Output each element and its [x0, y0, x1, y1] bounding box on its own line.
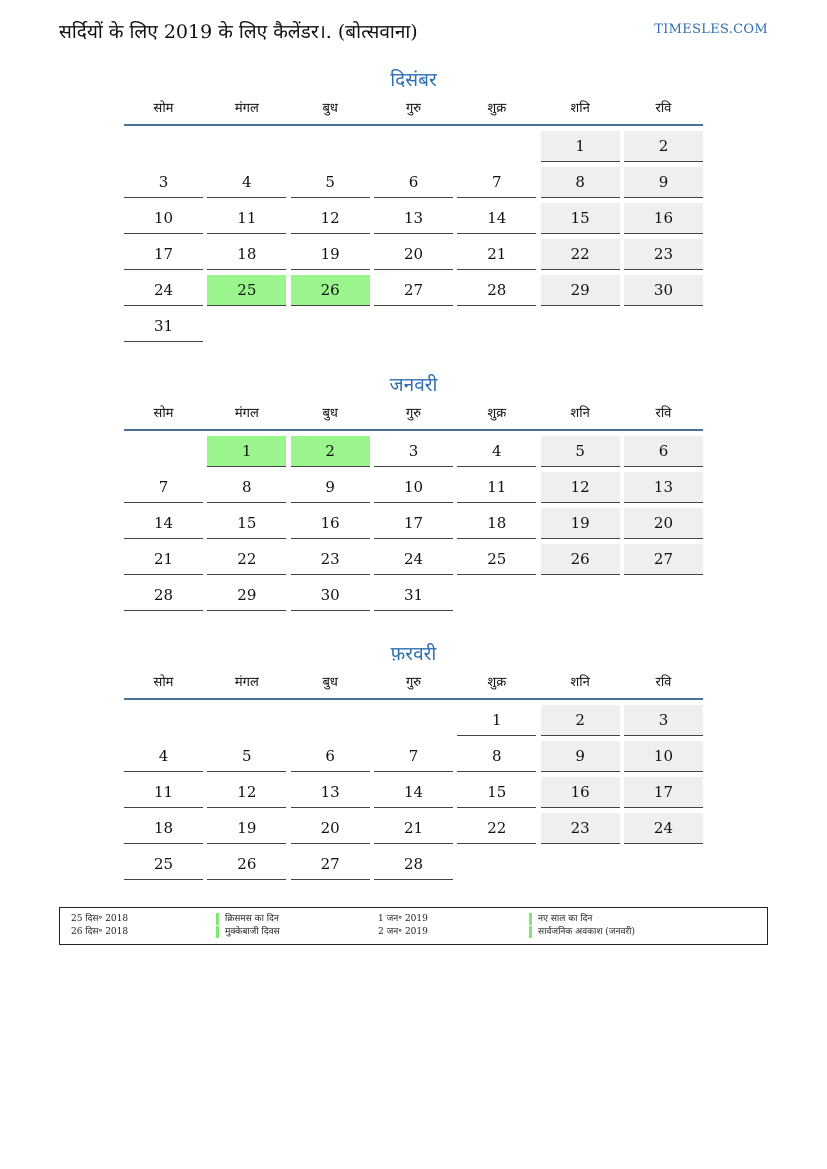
- weekday-label: गुरु: [405, 675, 422, 690]
- holiday-day-cell: 25: [207, 275, 286, 306]
- empty-day-cell: [624, 849, 703, 880]
- week-row: [124, 472, 703, 503]
- day-cell: 12: [207, 777, 286, 808]
- day-cell: 8: [457, 741, 536, 772]
- day-cell: 6: [291, 741, 370, 772]
- day-cell: 7: [457, 167, 536, 198]
- day-cell: 15: [457, 777, 536, 808]
- weekend-day-cell: 5: [541, 436, 620, 467]
- week-row: [124, 167, 703, 198]
- holiday-legend: [59, 907, 768, 945]
- week-row: [124, 275, 703, 306]
- day-cell: 6: [374, 167, 453, 198]
- empty-day-cell: [207, 131, 286, 162]
- holiday-day-cell: 2: [291, 436, 370, 467]
- week-row: [124, 741, 703, 772]
- day-cell: 19: [207, 813, 286, 844]
- day-cell: 25: [124, 849, 203, 880]
- week-row: [124, 849, 703, 880]
- day-cell: 25: [457, 544, 536, 575]
- legend-row: [60, 913, 767, 925]
- week-row: [124, 705, 703, 736]
- day-cell: 31: [374, 580, 453, 611]
- legend-date: 26 दिस॰ 2018: [71, 927, 129, 937]
- weekday-header: [124, 404, 703, 431]
- day-cell: 14: [457, 203, 536, 234]
- week-row: [124, 544, 703, 575]
- day-cell: 10: [374, 472, 453, 503]
- day-cell: 23: [291, 544, 370, 575]
- month-title: फ़रवरी: [390, 643, 437, 665]
- weekend-day-cell: 30: [624, 275, 703, 306]
- day-cell: 27: [291, 849, 370, 880]
- day-cell: 7: [124, 472, 203, 503]
- weekday-label: सोम: [153, 406, 174, 421]
- empty-day-cell: [541, 580, 620, 611]
- weekend-day-cell: 13: [624, 472, 703, 503]
- empty-day-cell: [541, 311, 620, 342]
- weekday-label: बुध: [322, 406, 338, 421]
- weekend-day-cell: 17: [624, 777, 703, 808]
- empty-day-cell: [457, 311, 536, 342]
- day-cell: 17: [124, 239, 203, 270]
- week-row: [124, 508, 703, 539]
- weekday-header: [124, 99, 703, 126]
- week-row: [124, 131, 703, 162]
- weekday-label: शुक्र: [487, 406, 507, 421]
- week-row: [124, 777, 703, 808]
- weekend-day-cell: 15: [541, 203, 620, 234]
- weekend-day-cell: 29: [541, 275, 620, 306]
- day-cell: 19: [291, 239, 370, 270]
- month-block: [124, 65, 703, 342]
- empty-day-cell: [124, 131, 203, 162]
- weekday-label: शनि: [570, 101, 590, 116]
- day-cell: 11: [457, 472, 536, 503]
- day-cell: 26: [207, 849, 286, 880]
- empty-day-cell: [624, 580, 703, 611]
- empty-day-cell: [457, 131, 536, 162]
- weekday-label: रवि: [655, 101, 672, 116]
- week-row: [124, 203, 703, 234]
- weekday-label: सोम: [153, 675, 174, 690]
- weekday-label: मंगल: [234, 101, 259, 116]
- weekday-label: शुक्र: [487, 675, 507, 690]
- weekend-day-cell: 27: [624, 544, 703, 575]
- weekday-label: मंगल: [234, 406, 259, 421]
- day-cell: 11: [207, 203, 286, 234]
- legend-row: [60, 926, 767, 938]
- legend-date: 2 जन॰ 2019: [378, 927, 428, 937]
- day-cell: 4: [207, 167, 286, 198]
- weekend-day-cell: 3: [624, 705, 703, 736]
- day-cell: 18: [457, 508, 536, 539]
- weekday-label: गुरु: [405, 101, 422, 116]
- weekend-day-cell: 9: [624, 167, 703, 198]
- day-cell: 13: [374, 203, 453, 234]
- week-row: [124, 580, 703, 611]
- legend-holiday-name: मुक्केबाजी दिवस: [216, 926, 280, 938]
- day-cell: 31: [124, 311, 203, 342]
- day-cell: 18: [207, 239, 286, 270]
- weekday-label: बुध: [322, 101, 338, 116]
- weekend-day-cell: 9: [541, 741, 620, 772]
- month-block: [124, 639, 703, 880]
- week-row: [124, 436, 703, 467]
- day-cell: 1: [457, 705, 536, 736]
- weekday-header: [124, 673, 703, 700]
- weekday-label: रवि: [655, 675, 672, 690]
- day-cell: 21: [124, 544, 203, 575]
- weekend-day-cell: 12: [541, 472, 620, 503]
- day-cell: 5: [207, 741, 286, 772]
- weekend-day-cell: 23: [541, 813, 620, 844]
- weekend-day-cell: 10: [624, 741, 703, 772]
- day-cell: 7: [374, 741, 453, 772]
- day-cell: 9: [291, 472, 370, 503]
- week-row: [124, 311, 703, 342]
- empty-day-cell: [291, 131, 370, 162]
- empty-day-cell: [541, 849, 620, 880]
- weekend-day-cell: 24: [624, 813, 703, 844]
- day-cell: 30: [291, 580, 370, 611]
- day-cell: 28: [374, 849, 453, 880]
- weekend-day-cell: 1: [541, 131, 620, 162]
- day-cell: 15: [207, 508, 286, 539]
- day-cell: 18: [124, 813, 203, 844]
- day-cell: 27: [374, 275, 453, 306]
- day-cell: 21: [457, 239, 536, 270]
- day-cell: 20: [374, 239, 453, 270]
- day-cell: 12: [291, 203, 370, 234]
- empty-day-cell: [207, 705, 286, 736]
- legend-date: 25 दिस॰ 2018: [71, 914, 129, 924]
- day-cell: 10: [124, 203, 203, 234]
- empty-day-cell: [457, 849, 536, 880]
- weekend-day-cell: 19: [541, 508, 620, 539]
- day-cell: 11: [124, 777, 203, 808]
- day-cell: 14: [374, 777, 453, 808]
- legend-holiday-name: क्रिसमस का दिन: [216, 913, 279, 925]
- legend-holiday-name: सार्वजनिक अवकाश (जनवरी): [529, 926, 635, 938]
- empty-day-cell: [374, 131, 453, 162]
- month-block: [124, 370, 703, 611]
- weekend-day-cell: 2: [624, 131, 703, 162]
- weekday-label: मंगल: [234, 675, 259, 690]
- day-cell: 22: [457, 813, 536, 844]
- empty-day-cell: [124, 705, 203, 736]
- legend-date: 1 जन॰ 2019: [378, 914, 428, 924]
- day-cell: 28: [457, 275, 536, 306]
- month-title: जनवरी: [389, 374, 438, 396]
- weekend-day-cell: 2: [541, 705, 620, 736]
- empty-day-cell: [291, 311, 370, 342]
- day-cell: 21: [374, 813, 453, 844]
- weekend-day-cell: 23: [624, 239, 703, 270]
- day-cell: 4: [457, 436, 536, 467]
- legend-holiday-name: नए साल का दिन: [529, 913, 592, 925]
- page-title: सर्दियों के लिए 2019 के लिए कैलेंडर।. (बोत्सवाना): [59, 21, 418, 43]
- weekday-label: बुध: [322, 675, 338, 690]
- day-cell: 28: [124, 580, 203, 611]
- day-cell: 29: [207, 580, 286, 611]
- holiday-day-cell: 26: [291, 275, 370, 306]
- empty-day-cell: [207, 311, 286, 342]
- day-cell: 17: [374, 508, 453, 539]
- empty-day-cell: [291, 705, 370, 736]
- holiday-day-cell: 1: [207, 436, 286, 467]
- day-cell: 3: [124, 167, 203, 198]
- weekday-label: शुक्र: [487, 101, 507, 116]
- weekend-day-cell: 16: [624, 203, 703, 234]
- week-row: [124, 239, 703, 270]
- month-title: दिसंबर: [390, 69, 437, 91]
- day-cell: 3: [374, 436, 453, 467]
- empty-day-cell: [457, 580, 536, 611]
- day-cell: 8: [207, 472, 286, 503]
- day-cell: 24: [374, 544, 453, 575]
- site-link[interactable]: TIMESLES.COM: [654, 22, 768, 37]
- day-cell: 16: [291, 508, 370, 539]
- weekend-day-cell: 26: [541, 544, 620, 575]
- weekend-day-cell: 22: [541, 239, 620, 270]
- weekday-label: शनि: [570, 675, 590, 690]
- weekend-day-cell: 20: [624, 508, 703, 539]
- day-cell: 13: [291, 777, 370, 808]
- day-cell: 4: [124, 741, 203, 772]
- empty-day-cell: [124, 436, 203, 467]
- day-cell: 20: [291, 813, 370, 844]
- week-row: [124, 813, 703, 844]
- day-cell: 5: [291, 167, 370, 198]
- weekday-label: गुरु: [405, 406, 422, 421]
- weekday-label: शनि: [570, 406, 590, 421]
- weekend-day-cell: 8: [541, 167, 620, 198]
- empty-day-cell: [374, 705, 453, 736]
- weekend-day-cell: 16: [541, 777, 620, 808]
- day-cell: 14: [124, 508, 203, 539]
- empty-day-cell: [374, 311, 453, 342]
- day-cell: 24: [124, 275, 203, 306]
- empty-day-cell: [624, 311, 703, 342]
- weekday-label: सोम: [153, 101, 174, 116]
- weekday-label: रवि: [655, 406, 672, 421]
- day-cell: 22: [207, 544, 286, 575]
- weekend-day-cell: 6: [624, 436, 703, 467]
